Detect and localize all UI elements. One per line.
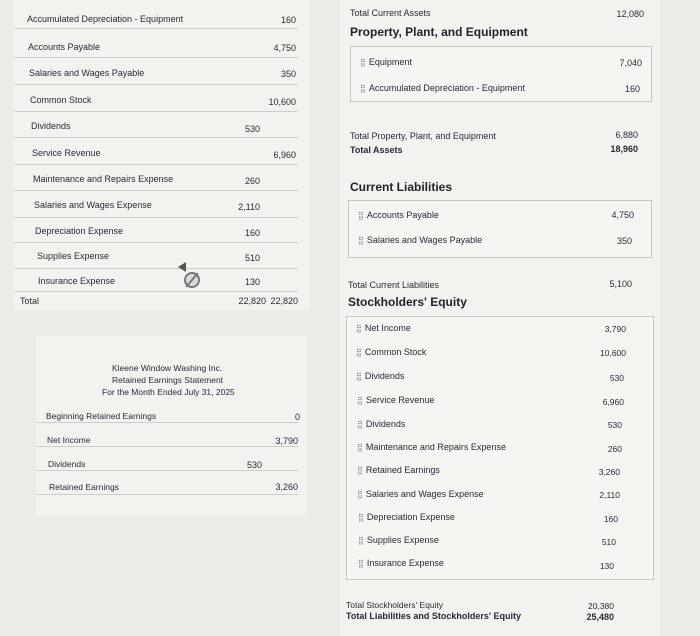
total-le-value: 25,480 xyxy=(586,612,614,622)
tb-row-label: Accounts Payable xyxy=(28,42,101,52)
re-title: Retained Earnings Statement xyxy=(112,375,224,385)
cl-item-value: 350 xyxy=(616,236,632,246)
cl-header: Current Liabilities xyxy=(350,180,453,194)
ppe-header: Property, Plant, and Equipment xyxy=(350,25,528,39)
se-item-label: Depreciation Expense xyxy=(366,512,455,522)
tb-row-debit: 530 xyxy=(244,124,260,134)
se-item[interactable] xyxy=(357,419,405,429)
se-item-label: Salaries and Wages Expense xyxy=(365,489,484,499)
se-item-value: 510 xyxy=(601,537,616,547)
tb-row-debit: 510 xyxy=(244,253,260,263)
se-item[interactable] xyxy=(357,489,484,499)
drag-handle-icon[interactable]: ⣿ xyxy=(356,372,361,381)
tb-row-label: Service Revenue xyxy=(32,148,101,158)
tb-row-credit: 6,960 xyxy=(273,150,296,160)
ppe-item[interactable] xyxy=(360,57,412,67)
tb-row-debit: 160 xyxy=(244,228,260,238)
re-period: For the Month Ended July 31, 2025 xyxy=(102,387,235,397)
total-assets-label: Total Assets xyxy=(350,145,403,155)
drag-handle-icon[interactable]: ⣿ xyxy=(358,211,363,220)
re-row-label: Beginning Retained Earnings xyxy=(46,411,157,421)
drag-handle-icon[interactable]: ⣿ xyxy=(356,348,361,357)
tb-row-debit: 260 xyxy=(244,176,260,186)
total-assets-value: 18,960 xyxy=(610,144,638,154)
total-ppe-label: Total Property, Plant, and Equipment xyxy=(350,131,496,141)
ppe-item[interactable] xyxy=(360,83,525,93)
se-item-label: Supplies Expense xyxy=(366,535,439,545)
drag-handle-icon[interactable]: ⣿ xyxy=(357,443,362,452)
drag-handle-icon[interactable]: ⣿ xyxy=(357,466,362,475)
se-item[interactable] xyxy=(356,371,404,381)
tb-row-label: Salaries and Wages Payable xyxy=(29,68,145,78)
tb-row-label: Supplies Expense xyxy=(37,251,110,261)
se-item-label: Dividends xyxy=(364,371,405,381)
total-se-value: 20,380 xyxy=(588,601,614,611)
re-row-col2: 3,790 xyxy=(275,436,298,446)
tb-row-debit: 130 xyxy=(244,277,260,287)
tb-row-label: Dividends xyxy=(31,121,71,131)
re-row-label: Net Income xyxy=(47,435,91,445)
drag-handle-icon[interactable]: ⣿ xyxy=(356,324,361,333)
total-ppe-value: 6,880 xyxy=(615,130,638,140)
ppe-item-value: 160 xyxy=(624,84,640,94)
total-cl-value: 5,100 xyxy=(609,279,632,289)
tb-row-debit: 2,110 xyxy=(238,202,260,212)
tb-row-credit: 160 xyxy=(280,15,296,25)
se-item[interactable] xyxy=(358,535,439,545)
se-item[interactable] xyxy=(357,395,434,405)
cursor-icon xyxy=(184,272,200,288)
re-row-col1: 530 xyxy=(246,460,262,470)
ppe-item-label: Equipment xyxy=(368,57,412,67)
drag-handle-icon[interactable]: ⣿ xyxy=(358,513,363,522)
cl-item[interactable] xyxy=(358,235,482,245)
re-row-col2: 3,260 xyxy=(275,482,298,492)
total-current-assets-label: Total Current Assets xyxy=(350,8,431,18)
ppe-item-label: Accumulated Depreciation - Equipment xyxy=(368,83,525,93)
re-row-label: Retained Earnings xyxy=(49,482,119,492)
tb-total-debit: 22,820 xyxy=(238,296,266,306)
cursor-icon xyxy=(178,262,186,272)
tb-total-label: Total xyxy=(20,296,40,306)
se-item[interactable] xyxy=(356,323,411,333)
se-item-label: Service Revenue xyxy=(365,395,435,405)
se-item-value: 6,960 xyxy=(602,397,624,407)
tb-total-credit: 22,820 xyxy=(270,296,298,306)
se-item-value: 10,600 xyxy=(600,348,626,358)
se-item-value: 530 xyxy=(607,420,622,430)
se-item[interactable] xyxy=(357,442,506,452)
re-company: Kleene Window Washing Inc. xyxy=(112,363,223,373)
tb-row-label: Accumulated Depreciation - Equipment xyxy=(27,14,184,24)
se-item-value: 3,790 xyxy=(604,324,626,334)
cl-item[interactable] xyxy=(358,210,439,220)
total-current-assets-value: 12,080 xyxy=(616,9,644,19)
tb-row-label: Insurance Expense xyxy=(38,276,116,286)
se-item-label: Net Income xyxy=(364,323,411,333)
drag-handle-icon[interactable]: ⣿ xyxy=(357,396,362,405)
cl-item-label: Salaries and Wages Payable xyxy=(366,235,483,245)
drag-handle-icon[interactable]: ⣿ xyxy=(357,420,362,429)
drag-handle-icon[interactable]: ⣿ xyxy=(360,58,365,67)
se-item-label: Common Stock xyxy=(364,347,427,357)
re-row-label: Dividends xyxy=(48,459,86,469)
cl-item-label: Accounts Payable xyxy=(366,210,439,220)
se-item-value: 130 xyxy=(599,561,614,571)
total-se-label: Total Stockholders' Equity xyxy=(346,600,444,610)
drag-handle-icon[interactable]: ⣿ xyxy=(358,559,363,568)
drag-handle-icon[interactable]: ⣿ xyxy=(358,236,363,245)
se-item-value: 3,260 xyxy=(598,467,620,477)
drag-handle-icon[interactable]: ⣿ xyxy=(358,536,363,545)
cl-list[interactable] xyxy=(348,200,652,258)
se-item-label: Insurance Expense xyxy=(366,558,444,568)
drag-handle-icon[interactable]: ⣿ xyxy=(357,490,362,499)
se-item-value: 530 xyxy=(609,373,624,383)
drag-handle-icon[interactable]: ⣿ xyxy=(360,84,365,93)
total-le-label: Total Liabilities and Stockholders' Equity xyxy=(346,611,521,621)
se-item-value: 160 xyxy=(603,514,618,524)
se-item[interactable] xyxy=(356,347,426,357)
cl-item-value: 4,750 xyxy=(611,210,634,220)
total-cl-label: Total Current Liabilities xyxy=(348,280,440,290)
tb-row-label: Depreciation Expense xyxy=(35,226,124,236)
tb-row-label: Maintenance and Repairs Expense xyxy=(33,174,174,184)
re-row-col2: 0 xyxy=(294,412,300,422)
se-item-label: Maintenance and Repairs Expense xyxy=(365,442,506,452)
se-item[interactable] xyxy=(358,512,455,522)
ppe-item-value: 7,040 xyxy=(619,58,642,68)
tb-row-label: Salaries and Wages Expense xyxy=(34,200,152,210)
tb-row-credit: 350 xyxy=(280,69,296,79)
tb-row-label: Common Stock xyxy=(30,95,92,105)
se-item-value: 2,110 xyxy=(599,490,620,500)
se-item-value: 260 xyxy=(607,444,622,454)
tb-row-credit: 4,750 xyxy=(273,43,296,53)
se-item-label: Dividends xyxy=(365,419,406,429)
se-item[interactable] xyxy=(358,558,444,568)
tb-row-credit: 10,600 xyxy=(268,97,296,107)
se-item-label: Retained Earnings xyxy=(365,465,440,475)
se-header: Stockholders' Equity xyxy=(348,295,467,309)
se-item[interactable] xyxy=(357,465,440,475)
